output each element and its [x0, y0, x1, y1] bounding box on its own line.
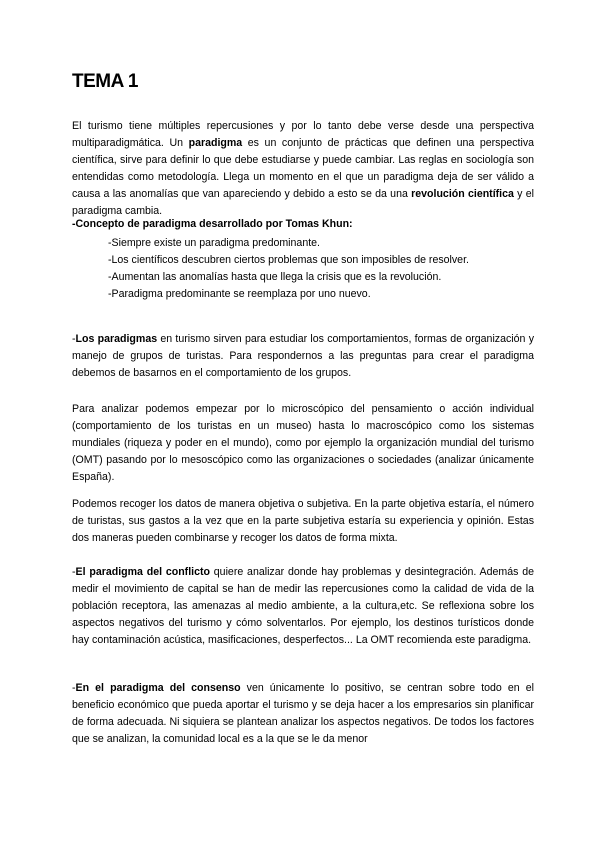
list-item: -Paradigma predominante se reemplaza por uno nuevo.	[108, 288, 371, 301]
khun-heading: -Concepto de paradigma desarrollado por Tomas Khun:	[72, 218, 353, 230]
list-item: -Siempre existe un paradigma predominante.	[108, 237, 320, 249]
consenso-bold: En el paradigma del consenso	[75, 682, 241, 694]
paradigmas-text: en turismo sirven para estudiar los comportamientos, formas de organización y manejo de grupos de turistas. Para respondernos a las preguntas para crear el paradigma debemos de basarnos en el comportamiento de los grupos.	[72, 333, 534, 380]
conflicto-paragraph	[72, 564, 534, 649]
consenso-paragraph	[72, 680, 534, 748]
list-item: -Aumentan las anomalías hasta que llega la crisis que es la revolución.	[108, 271, 442, 284]
datos-paragraph: Podemos recoger los datos de manera objetiva o subjetiva. En la parte objetiva estaría, el número de turistas, sus gastos a la vez que en la parte subjetiva estaría su experiencia y opinión. Estas dos maneras pueden combinarse y recoger los datos de forma mixta.	[72, 498, 534, 545]
conflicto-prefix: -	[72, 566, 76, 578]
paradigmas-bold: Los paradigmas	[75, 333, 158, 345]
list-item: -Los científicos descubren ciertos problemas que son imposibles de resolver.	[108, 254, 469, 267]
paradigmas-paragraph	[72, 331, 534, 382]
intro-paragraph	[72, 118, 534, 221]
analisis-paragraph: Para analizar podemos empezar por lo microscópico del pensamiento o acción individual (comportamiento de los turistas en un museo) hasta lo macroscópico como los sistemas mundiales (riqueza y poder en el mundo), como por ejemplo la organización mundial del turismo (OMT) pasando por lo mesoscópico como las organizaciones o sociedades (analizar únicamente España).	[72, 403, 534, 484]
intro-text-2: es un conjunto de prácticas que definen una perspectiva científica, sirve para definir lo que debe estudiarse y puede cambiar. Las reglas en sociología son entendidas como metodología. Llega un momento en el que un paradigma deja de ser válido a causa a las anomalías que van apareciendo y debido a esto se da una	[72, 137, 535, 201]
consenso-text: ven únicamente lo positivo, se centran sobre todo en el beneficio económico que pueda aportar el turismo y se deja hacer a los empresarios sin planificar de forma adecuada. Ni siquiera se plantean analizar los aspectos negativos. De todos los factores que se analizan, la comunidad local es a la que se le da menor	[72, 682, 534, 746]
khun-list	[108, 235, 469, 303]
intro-bold-revolucion: revolución científica	[411, 188, 514, 201]
paradigmas-prefix: -	[72, 333, 76, 345]
conflicto-bold: El paradigma del conflicto	[75, 566, 210, 578]
intro-text-1: El turismo tiene múltiples repercusiones y por lo tanto debe verse desde una perspectiva multiparadigmática. Un	[72, 120, 534, 150]
intro-bold-paradigma: paradigma	[188, 137, 243, 150]
consenso-prefix: -	[72, 682, 76, 694]
intro-text-3: y el paradigma cambia.	[72, 188, 534, 218]
page-title: TEMA 1	[72, 71, 138, 92]
conflicto-text: quiere analizar donde hay problemas y desintegración. Además de medir el movimiento de capital se han de medir las repercusiones como la calidad de vida de la población receptora, las amenazas al medio ambiente, a la cultura,etc. Se reflexiona sobre los aspectos negativos del turismo y cómo solventarlos. Por ejemplo, los destinos turísticos donde hay contaminación acústica, masificaciones, desperfectos... La OMT recomienda este paradigma.	[72, 566, 534, 647]
